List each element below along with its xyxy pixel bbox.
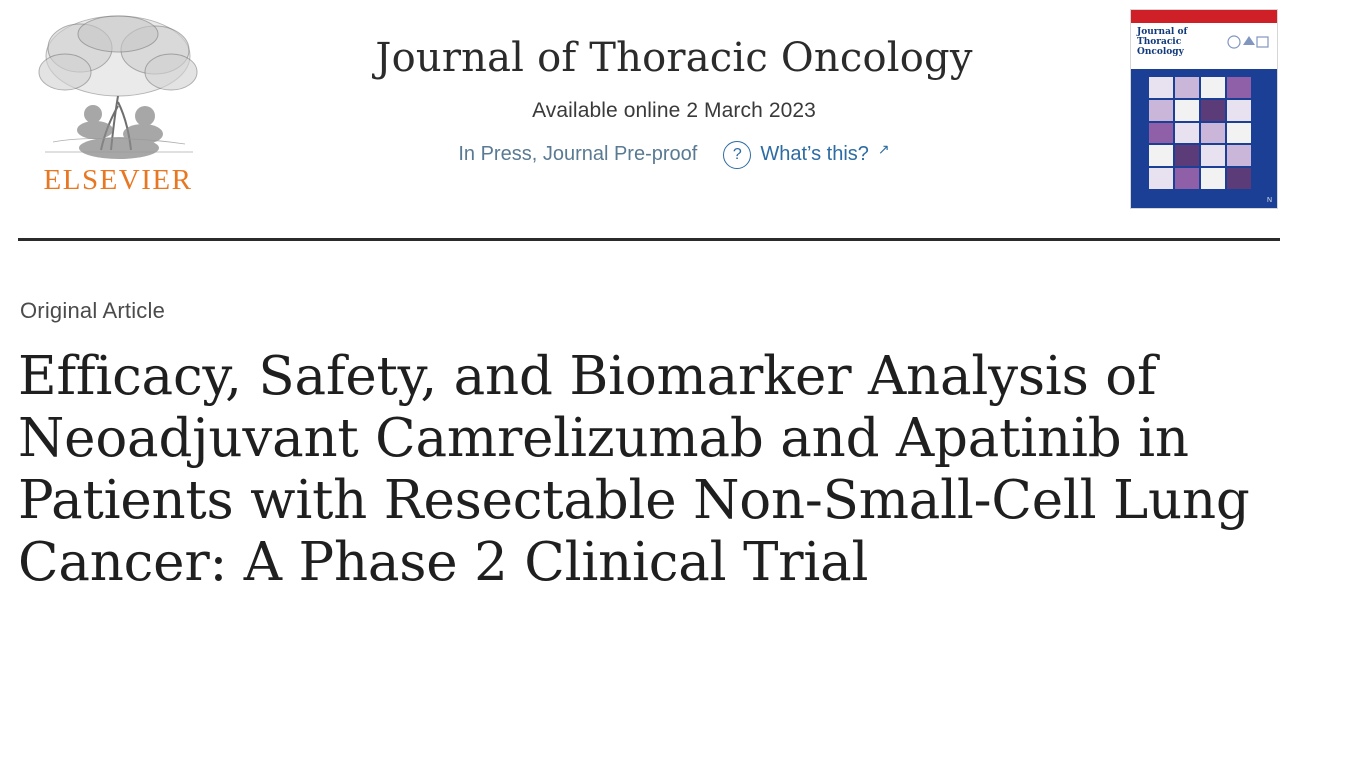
article-type-label: Original Article bbox=[20, 298, 166, 323]
cover-header bbox=[1131, 23, 1277, 69]
article-header bbox=[18, 258, 1280, 594]
cover-title-line-2: Thoracic bbox=[1137, 37, 1182, 48]
cover-artwork bbox=[1131, 69, 1277, 209]
whats-this-label: What’s this? bbox=[760, 143, 869, 166]
journal-cover-thumbnail[interactable] bbox=[1130, 9, 1278, 209]
cover-title-line-1: Journal of bbox=[1137, 27, 1188, 37]
journal-masthead bbox=[0, 0, 1350, 222]
press-status-label: In Press, Journal Pre-proof bbox=[458, 143, 698, 166]
cover-title-line-3: Oncology bbox=[1137, 47, 1184, 58]
external-link-icon: ↗ bbox=[877, 141, 890, 158]
journal-info bbox=[218, 6, 1130, 169]
page-title: Efficacy, Safety, and Biomarker Analysis of Neoadjuvant Camrelizumab and Apatinib in Patients with Resectable Non-Small-Cell Lung Cancer: A Phase 2 Clinical Trial bbox=[18, 346, 1250, 593]
masthead-divider bbox=[18, 238, 1280, 241]
publisher-logo[interactable] bbox=[18, 6, 218, 197]
cover-grid bbox=[1149, 77, 1251, 189]
publication-status-row bbox=[218, 141, 1130, 169]
cover-top-band bbox=[1131, 10, 1277, 23]
cover-society-logo-icon bbox=[1225, 31, 1271, 53]
publisher-name: ELSEVIER bbox=[43, 164, 193, 196]
cover-issue-mark: N bbox=[1266, 197, 1272, 204]
right-gutter bbox=[1280, 0, 1350, 760]
whats-this-link[interactable] bbox=[723, 141, 889, 169]
cover-title bbox=[1137, 27, 1215, 57]
elsevier-tree-icon bbox=[25, 10, 211, 162]
journal-title: Journal of Thoracic Oncology bbox=[375, 35, 973, 81]
availability-date: Available online 2 March 2023 bbox=[532, 98, 816, 122]
question-circle-icon: ? bbox=[723, 141, 751, 169]
